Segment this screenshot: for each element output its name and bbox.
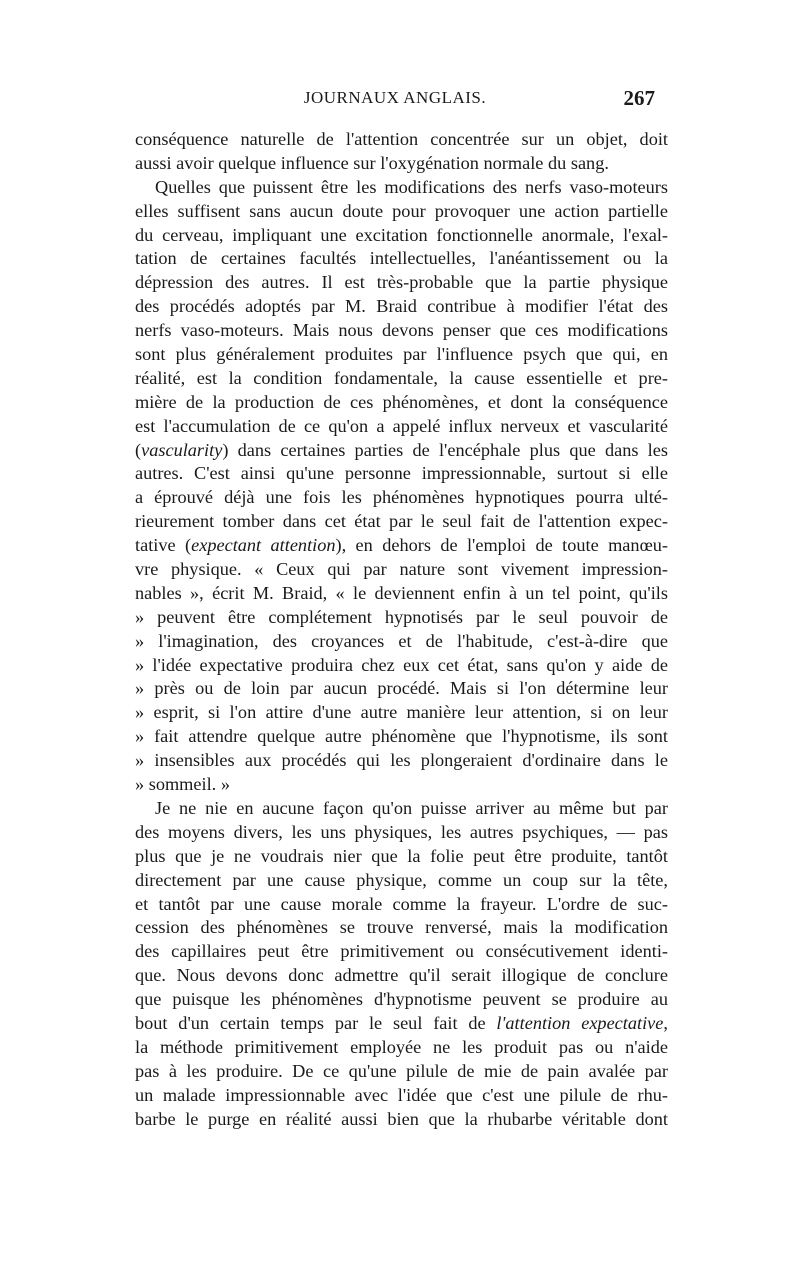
text-line: aussi avoir quelque influence sur l'oxygénation normale du sang. [135, 152, 609, 173]
text-line: nables », écrit M. Braid, « le deviennent enfin à un tel point, qu'ils [135, 582, 668, 603]
text-line: et tantôt par une cause morale comme la frayeur. L'ordre de suc- [135, 893, 668, 914]
text-line: sont plus généralement produites par l'influence psych que qui, en [135, 344, 668, 365]
text-line: » insensibles aux procédés qui les plongeraient d'ordinaire dans le [135, 750, 668, 771]
text-line: tation de certaines facultés intellectuelles, l'anéantissement ou la [135, 248, 668, 269]
text-line: nerfs vaso-moteurs. Mais nous devons penser que ces modifications [135, 320, 668, 341]
text-line: Quelles que puissent être les modifications des nerfs vaso-moteurs [155, 176, 668, 197]
text-line: tative (expectant attention), en dehors de l'emploi de toute manœu- [135, 535, 668, 556]
running-title: JOURNAUX ANGLAIS. [303, 88, 487, 107]
text-line: conséquence naturelle de l'attention concentrée sur un objet, doit [135, 129, 668, 149]
text-line: dépression des autres. Il est très-probable que la partie physique [135, 272, 668, 293]
text-line: » près ou de loin par aucun procédé. Mais si l'on détermine leur [135, 678, 668, 699]
body-text [135, 128, 668, 1131]
text-line: des moyens divers, les uns physiques, les autres psychiques, — pas [135, 821, 668, 842]
text-line: des capillaires peut être primitivement ou consécutivement identi- [135, 941, 668, 962]
text-line: que puisque les phénomènes d'hypnotisme peuvent se produire au [135, 989, 668, 1010]
text-line: » fait attendre quelque autre phénomène que l'hypnotisme, ils sont [135, 726, 668, 747]
text-line: est l'accumulation de ce qu'on a appelé influx nerveux et vascularité [135, 415, 668, 436]
text-line: mière de la production de ces phénomènes, et dont la conséquence [135, 391, 668, 412]
text-line: réalité, est la condition fondamentale, la cause essentielle et pre- [135, 367, 668, 388]
text-line: que. Nous devons donc admettre qu'il serait illogique de conclure [135, 965, 668, 986]
text-line: elles suffisent sans aucun doute pour provoquer une action partielle [135, 200, 668, 221]
text-line: barbe le purge en réalité aussi bien que la rhubarbe véritable dont [135, 1108, 668, 1129]
text-line: » sommeil. » [135, 774, 230, 795]
text-line: la méthode primitivement employée ne les produit pas ou n'aide [135, 1036, 668, 1057]
text-line: » l'idée expectative produira chez eux cet état, sans qu'on y aide de [135, 654, 668, 675]
text-line: (vascularity) dans certaines parties de l'encéphale plus que dans les [135, 439, 668, 460]
text-line: rieurement tomber dans cet état par le seul fait de l'attention expec- [135, 511, 668, 532]
text-line: a éprouvé déjà une fois les phénomènes hypnotiques pourra ulté- [135, 487, 668, 508]
running-head [135, 88, 655, 114]
text-line: pas à les produire. De ce qu'une pilule de mie de pain avalée par [135, 1060, 668, 1081]
text-line: bout d'un certain temps par le seul fait de l'attention expectative, [135, 1012, 668, 1033]
text-line: autres. C'est ainsi qu'une personne impressionnable, surtout si elle [135, 463, 668, 484]
text-line: » l'imagination, des croyances et de l'habitude, c'est-à-dire que [135, 630, 668, 651]
text-line: plus que je ne voudrais nier que la folie peut être produite, tantôt [135, 845, 668, 866]
text-line: directement par une cause physique, comme un coup sur la tête, [135, 869, 668, 890]
text-line: un malade impressionnable avec l'idée que c'est une pilule de rhu- [135, 1084, 668, 1105]
page-number: 267 [623, 86, 655, 110]
text-line: » peuvent être complétement hypnotisés par le seul pouvoir de [135, 606, 668, 627]
text-line: des procédés adoptés par M. Braid contribue à modifier l'état des [135, 296, 668, 317]
text-line: du cerveau, impliquant une excitation fonctionnelle anormale, l'exal- [135, 224, 668, 245]
text-line: » esprit, si l'on attire d'une autre manière leur attention, si on leur [135, 702, 668, 723]
text-line: Je ne nie en aucune façon qu'on puisse arriver au même but par [155, 797, 668, 818]
text-line: cession des phénomènes se trouve renversé, mais la modification [135, 917, 668, 938]
text-line: vre physique. « Ceux qui par nature sont vivement impression- [135, 559, 668, 580]
